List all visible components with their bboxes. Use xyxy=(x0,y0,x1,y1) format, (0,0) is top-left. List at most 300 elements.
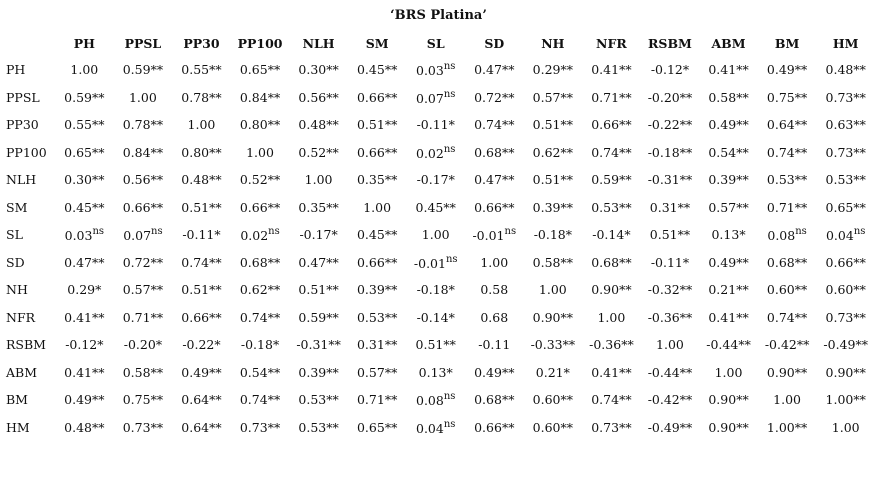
correlation-value: 1.00 xyxy=(421,227,450,243)
correlation-cell xyxy=(406,84,465,112)
significance-mark: ** xyxy=(619,282,632,298)
correlation-cell xyxy=(641,331,700,359)
correlation-cell xyxy=(758,359,817,387)
correlation-value: -0.22 xyxy=(647,117,680,133)
correlation-value: 0.74 xyxy=(591,144,620,160)
significance-mark: ** xyxy=(794,419,808,435)
correlation-value: 0.51 xyxy=(415,337,444,353)
correlation-cell xyxy=(231,359,290,387)
correlation-value: 0.56 xyxy=(122,172,151,188)
correlation-value: -0.33 xyxy=(530,337,563,353)
correlation-value: 0.51 xyxy=(356,117,385,133)
correlation-cell xyxy=(582,84,641,112)
correlation-cell xyxy=(172,276,231,304)
correlation-cell xyxy=(758,331,817,359)
significance-mark: ** xyxy=(853,144,866,160)
correlation-value: 0.47 xyxy=(64,254,93,270)
correlation-value: 0.66 xyxy=(122,199,151,215)
significance-mark: ** xyxy=(92,144,105,160)
significance-mark: ** xyxy=(150,144,164,160)
significance-mark: ** xyxy=(560,309,574,325)
correlation-value: 0.60 xyxy=(825,282,854,298)
significance-mark: ** xyxy=(679,364,693,380)
significance-mark: ** xyxy=(384,144,398,160)
row-header: PH xyxy=(6,62,26,78)
significance-mark: ** xyxy=(267,392,281,408)
correlation-value: 0.39 xyxy=(532,199,561,215)
correlation-cell xyxy=(55,276,114,304)
significance-mark: ** xyxy=(92,419,105,435)
correlation-cell xyxy=(758,249,817,277)
correlation-value: 1.00 xyxy=(480,254,509,270)
correlation-value: 0.49 xyxy=(64,392,93,408)
significance-mark: ** xyxy=(560,172,574,188)
correlation-value: 0.66 xyxy=(356,144,385,160)
correlation-value: 1.00 xyxy=(538,282,567,298)
column-header: ABM xyxy=(711,35,746,51)
significance-mark: ** xyxy=(501,89,515,105)
correlation-value: 0.65 xyxy=(239,62,268,78)
correlation-value: 0.48 xyxy=(64,419,93,435)
correlation-cell xyxy=(114,304,173,332)
correlation-value: 0.07 xyxy=(416,90,444,106)
significance-mark: ** xyxy=(326,392,339,408)
correlation-cell xyxy=(55,221,114,249)
significance-mark: ** xyxy=(619,364,632,380)
correlation-cell xyxy=(758,166,817,194)
corner-cell xyxy=(0,30,55,56)
correlation-value: 0.66 xyxy=(356,89,385,105)
correlation-value: 0.90 xyxy=(591,282,620,298)
correlation-value: 0.21 xyxy=(708,282,737,298)
correlation-value: 0.41 xyxy=(591,364,620,380)
correlation-cell xyxy=(231,194,290,222)
correlation-cell xyxy=(289,111,348,139)
correlation-cell xyxy=(172,359,231,387)
significance-mark: * xyxy=(739,227,746,243)
correlation-value: -0.20 xyxy=(647,89,680,105)
significance-mark: ** xyxy=(794,89,808,105)
correlation-value: 0.21 xyxy=(535,364,564,380)
significance-mark: ** xyxy=(736,254,749,270)
correlation-value: -0.11 xyxy=(478,337,511,353)
significance-mark: ** xyxy=(619,144,632,160)
correlation-cell xyxy=(114,139,173,167)
correlation-cell xyxy=(465,386,524,414)
correlation-cell xyxy=(816,166,875,194)
correlation-cell xyxy=(816,359,875,387)
correlation-cell xyxy=(55,359,114,387)
row-header: PPSL xyxy=(6,89,40,105)
correlation-value: 0.66 xyxy=(356,254,385,270)
correlation-value: -0.18 xyxy=(416,282,449,298)
significance-mark: ** xyxy=(150,364,164,380)
significance-mark: ** xyxy=(209,309,222,325)
significance-mark: ** xyxy=(384,62,398,78)
significance-mark: ** xyxy=(92,364,105,380)
significance-mark: ** xyxy=(794,62,808,78)
correlation-cell xyxy=(816,331,875,359)
correlation-value: -0.11 xyxy=(650,254,683,270)
correlation-value: 0.64 xyxy=(181,392,210,408)
table-row xyxy=(0,221,875,249)
correlation-cell xyxy=(641,276,700,304)
significance-mark: * xyxy=(563,364,570,380)
correlation-cell xyxy=(231,111,290,139)
significance-mark: ** xyxy=(560,199,574,215)
correlation-value: -0.36 xyxy=(589,337,622,353)
correlation-value: 0.53 xyxy=(298,419,327,435)
correlation-cell xyxy=(172,414,231,442)
significance-mark: ** xyxy=(677,227,691,243)
correlation-value: 0.72 xyxy=(122,254,151,270)
correlation-value: -0.31 xyxy=(296,337,329,353)
correlation-cell xyxy=(524,194,583,222)
significance-mark: ** xyxy=(326,254,339,270)
correlation-value: 0.73 xyxy=(825,89,854,105)
significance-mark: ** xyxy=(209,144,222,160)
correlation-cell xyxy=(582,359,641,387)
significance-mark: ** xyxy=(209,419,222,435)
correlation-cell xyxy=(699,276,758,304)
correlation-cell xyxy=(524,249,583,277)
significance-mark: ** xyxy=(209,392,222,408)
correlation-value: 0.47 xyxy=(474,62,502,78)
correlation-value: 1.00 xyxy=(831,419,860,435)
correlation-cell xyxy=(55,139,114,167)
table-row xyxy=(0,56,875,84)
table-row xyxy=(0,386,875,414)
correlation-value: 1.00 xyxy=(187,117,216,133)
correlation-cell xyxy=(816,249,875,277)
correlation-cell xyxy=(641,386,700,414)
correlation-cell xyxy=(348,249,407,277)
significance-mark: ** xyxy=(619,254,632,270)
significance-mark: ** xyxy=(794,144,808,160)
correlation-cell xyxy=(524,304,583,332)
significance-mark: ** xyxy=(560,62,574,78)
correlation-value: 0.59 xyxy=(122,62,151,78)
significance-mark: ** xyxy=(384,282,398,298)
correlation-value: 1.00 xyxy=(597,309,626,325)
significance-mark: ** xyxy=(92,117,105,133)
correlation-cell xyxy=(55,386,114,414)
significance-mark: ** xyxy=(150,309,164,325)
correlation-cell xyxy=(348,56,407,84)
significance-mark: * xyxy=(448,309,455,325)
significance-mark: ** xyxy=(736,282,749,298)
correlation-value: 0.64 xyxy=(181,419,210,435)
correlation-value: 0.73 xyxy=(239,419,268,435)
correlation-cell xyxy=(816,111,875,139)
correlation-cell xyxy=(114,276,173,304)
correlation-cell xyxy=(55,414,114,442)
correlation-value: -0.22 xyxy=(182,337,215,353)
significance-mark: ** xyxy=(501,144,515,160)
significance-mark: ** xyxy=(384,309,398,325)
correlation-value: 0.53 xyxy=(298,392,327,408)
significance-mark: ** xyxy=(679,419,693,435)
significance-mark: * xyxy=(97,337,104,353)
correlation-cell xyxy=(289,84,348,112)
row-header: SL xyxy=(6,227,23,243)
correlation-value: -0.11 xyxy=(416,117,449,133)
column-header: NH xyxy=(541,35,565,51)
correlation-cell xyxy=(524,414,583,442)
correlation-cell xyxy=(582,304,641,332)
correlation-value: 1.00 xyxy=(363,199,392,215)
significance-mark: ** xyxy=(853,172,866,188)
correlation-cell xyxy=(641,111,700,139)
correlation-cell xyxy=(465,56,524,84)
significance-mark: ** xyxy=(267,117,281,133)
correlation-value: 1.00 xyxy=(766,419,795,435)
correlation-value: 1.00 xyxy=(656,337,684,353)
significance-mark: ** xyxy=(150,117,164,133)
correlation-value: 0.31 xyxy=(356,337,385,353)
significance-mark: ** xyxy=(619,117,632,133)
significance-mark: ** xyxy=(92,309,105,325)
correlation-cell xyxy=(582,166,641,194)
correlation-value: 0.64 xyxy=(766,117,795,133)
correlation-value: 0.65 xyxy=(64,144,93,160)
significance-mark: * xyxy=(331,227,338,243)
significance-mark: ** xyxy=(326,419,339,435)
correlation-value: 0.90 xyxy=(532,309,561,325)
row-header: HM xyxy=(6,419,30,435)
correlation-cell xyxy=(348,166,407,194)
significance-mark: ** xyxy=(150,199,164,215)
row-header: SD xyxy=(6,254,25,270)
correlation-cell xyxy=(524,276,583,304)
correlation-cell xyxy=(641,359,700,387)
significance-mark: * xyxy=(446,364,453,380)
correlation-cell xyxy=(172,84,231,112)
significance-mark: ** xyxy=(326,364,339,380)
correlation-value: -0.11 xyxy=(182,227,215,243)
correlation-value: 0.59 xyxy=(591,172,620,188)
correlation-cell xyxy=(465,221,524,249)
correlation-value: 0.59 xyxy=(298,309,327,325)
column-header: NFR xyxy=(596,35,627,51)
significance-mark: ** xyxy=(679,392,693,408)
correlation-value: 0.58 xyxy=(532,254,561,270)
significance-mark: ** xyxy=(443,337,456,353)
correlation-cell xyxy=(406,414,465,442)
significance-mark: ** xyxy=(501,172,515,188)
correlation-cell xyxy=(289,276,348,304)
correlation-cell xyxy=(699,249,758,277)
correlation-cell xyxy=(699,304,758,332)
correlation-cell xyxy=(641,249,700,277)
significance-mark: ** xyxy=(326,144,339,160)
correlation-cell xyxy=(55,166,114,194)
significance-mark: ** xyxy=(267,419,281,435)
correlation-value: 0.53 xyxy=(825,172,854,188)
correlation-value: 0.57 xyxy=(708,199,737,215)
correlation-value: -0.14 xyxy=(592,227,625,243)
significance-mark: ** xyxy=(679,144,693,160)
correlation-cell xyxy=(699,166,758,194)
significance-mark: ** xyxy=(150,392,164,408)
correlation-value: 0.74 xyxy=(591,392,620,408)
correlation-value: 0.74 xyxy=(239,309,268,325)
correlation-cell xyxy=(348,331,407,359)
correlation-value: 0.30 xyxy=(64,172,93,188)
correlation-cell xyxy=(816,304,875,332)
correlation-value: -0.32 xyxy=(647,282,680,298)
correlation-cell xyxy=(582,221,641,249)
column-header: PPSL xyxy=(124,35,162,51)
correlation-value: 0.90 xyxy=(825,364,854,380)
correlation-value: 0.55 xyxy=(181,62,210,78)
row-header: SM xyxy=(6,199,28,215)
significance-mark: ** xyxy=(560,117,574,133)
correlation-cell xyxy=(289,304,348,332)
correlation-cell xyxy=(465,139,524,167)
correlation-value: 1.00 xyxy=(714,364,743,380)
significance-mark: ** xyxy=(677,199,691,215)
correlation-cell xyxy=(816,276,875,304)
significance-mark: ** xyxy=(853,282,866,298)
correlation-cell xyxy=(641,84,700,112)
correlation-value: 0.71 xyxy=(766,199,795,215)
correlation-cell xyxy=(348,111,407,139)
significance-mark: ** xyxy=(853,254,866,270)
correlation-value: 1.00 xyxy=(128,89,157,105)
correlation-value: 0.68 xyxy=(474,392,502,408)
correlation-cell xyxy=(524,84,583,112)
significance-mark: ** xyxy=(679,282,693,298)
correlation-cell xyxy=(406,111,465,139)
correlation-cell xyxy=(641,166,700,194)
correlation-cell xyxy=(114,221,173,249)
correlation-cell xyxy=(465,414,524,442)
correlation-cell xyxy=(172,139,231,167)
correlation-value: -0.18 xyxy=(533,227,566,243)
correlation-value: 0.60 xyxy=(532,392,561,408)
correlation-cell xyxy=(348,194,407,222)
correlation-cell xyxy=(289,139,348,167)
correlation-value: 0.51 xyxy=(298,282,327,298)
correlation-cell xyxy=(816,84,875,112)
correlation-value: 0.65 xyxy=(356,419,385,435)
significance-mark: ** xyxy=(562,337,576,353)
significance-mark: * xyxy=(565,227,572,243)
correlation-value: 0.45 xyxy=(356,62,385,78)
significance-mark: ** xyxy=(326,282,339,298)
significance-mark: ** xyxy=(501,392,515,408)
correlation-cell xyxy=(406,221,465,249)
correlation-cell xyxy=(348,359,407,387)
significance-mark: ** xyxy=(560,89,574,105)
correlation-value: 0.39 xyxy=(356,282,385,298)
significance-mark: ** xyxy=(560,144,574,160)
correlation-cell xyxy=(641,139,700,167)
correlation-cell xyxy=(524,139,583,167)
column-header: BM xyxy=(774,35,800,51)
correlation-cell xyxy=(231,249,290,277)
correlation-cell xyxy=(114,386,173,414)
significance-mark: ** xyxy=(560,419,574,435)
correlation-value: -0.42 xyxy=(647,392,680,408)
correlation-value: 0.78 xyxy=(122,117,151,133)
correlation-cell xyxy=(582,331,641,359)
correlation-cell xyxy=(758,276,817,304)
correlation-value: 0.31 xyxy=(649,199,678,215)
row-header: BM xyxy=(6,392,28,408)
column-header: PP100 xyxy=(237,35,283,51)
row-header: NLH xyxy=(6,172,37,188)
correlation-cell xyxy=(465,304,524,332)
significance-mark: ** xyxy=(209,172,222,188)
significance-mark: ns xyxy=(443,391,456,403)
correlation-cell xyxy=(524,331,583,359)
correlation-cell xyxy=(524,166,583,194)
correlation-value: 0.68 xyxy=(480,309,509,325)
correlation-cell xyxy=(289,249,348,277)
correlation-cell xyxy=(231,166,290,194)
correlation-value: -0.01 xyxy=(413,255,446,271)
significance-mark: * xyxy=(95,282,102,298)
correlation-cell xyxy=(699,386,758,414)
correlation-cell xyxy=(348,84,407,112)
significance-mark: ** xyxy=(619,89,632,105)
significance-mark: ** xyxy=(267,62,281,78)
correlation-value: 0.58 xyxy=(122,364,151,380)
correlation-value: 0.47 xyxy=(298,254,327,270)
correlation-cell xyxy=(699,139,758,167)
correlation-value: 0.48 xyxy=(825,62,854,78)
correlation-value: 0.80 xyxy=(181,144,210,160)
significance-mark: ** xyxy=(326,62,339,78)
column-header: SD xyxy=(484,35,505,51)
significance-mark: * xyxy=(448,117,455,133)
correlation-value: 0.63 xyxy=(825,117,854,133)
significance-mark: ** xyxy=(267,282,281,298)
correlation-value: 0.73 xyxy=(122,419,151,435)
correlation-cell xyxy=(582,139,641,167)
correlation-cell xyxy=(641,304,700,332)
correlation-value: 0.57 xyxy=(356,364,385,380)
correlation-cell xyxy=(55,56,114,84)
correlation-value: 0.53 xyxy=(591,199,620,215)
column-header: SM xyxy=(365,35,389,51)
correlation-value: -0.49 xyxy=(823,337,856,353)
correlation-cell xyxy=(348,139,407,167)
correlation-value: 0.62 xyxy=(532,144,561,160)
significance-mark: ** xyxy=(209,199,222,215)
significance-mark: ** xyxy=(853,89,866,105)
significance-mark: * xyxy=(624,227,631,243)
significance-mark: ** xyxy=(853,392,866,408)
correlation-value: 1.00 xyxy=(825,392,854,408)
correlation-cell xyxy=(406,304,465,332)
significance-mark: ns xyxy=(445,253,458,265)
significance-mark: ** xyxy=(794,254,808,270)
correlation-value: -0.49 xyxy=(647,419,680,435)
correlation-value: 0.04 xyxy=(825,228,854,244)
table-row xyxy=(0,304,875,332)
correlation-cell xyxy=(699,84,758,112)
correlation-cell xyxy=(758,221,817,249)
correlation-value: -0.36 xyxy=(647,309,680,325)
table-row xyxy=(0,166,875,194)
correlation-value: 0.75 xyxy=(766,89,795,105)
row-header: RSBM xyxy=(6,337,46,353)
correlation-value: 0.74 xyxy=(766,309,795,325)
significance-mark: ns xyxy=(443,418,456,430)
